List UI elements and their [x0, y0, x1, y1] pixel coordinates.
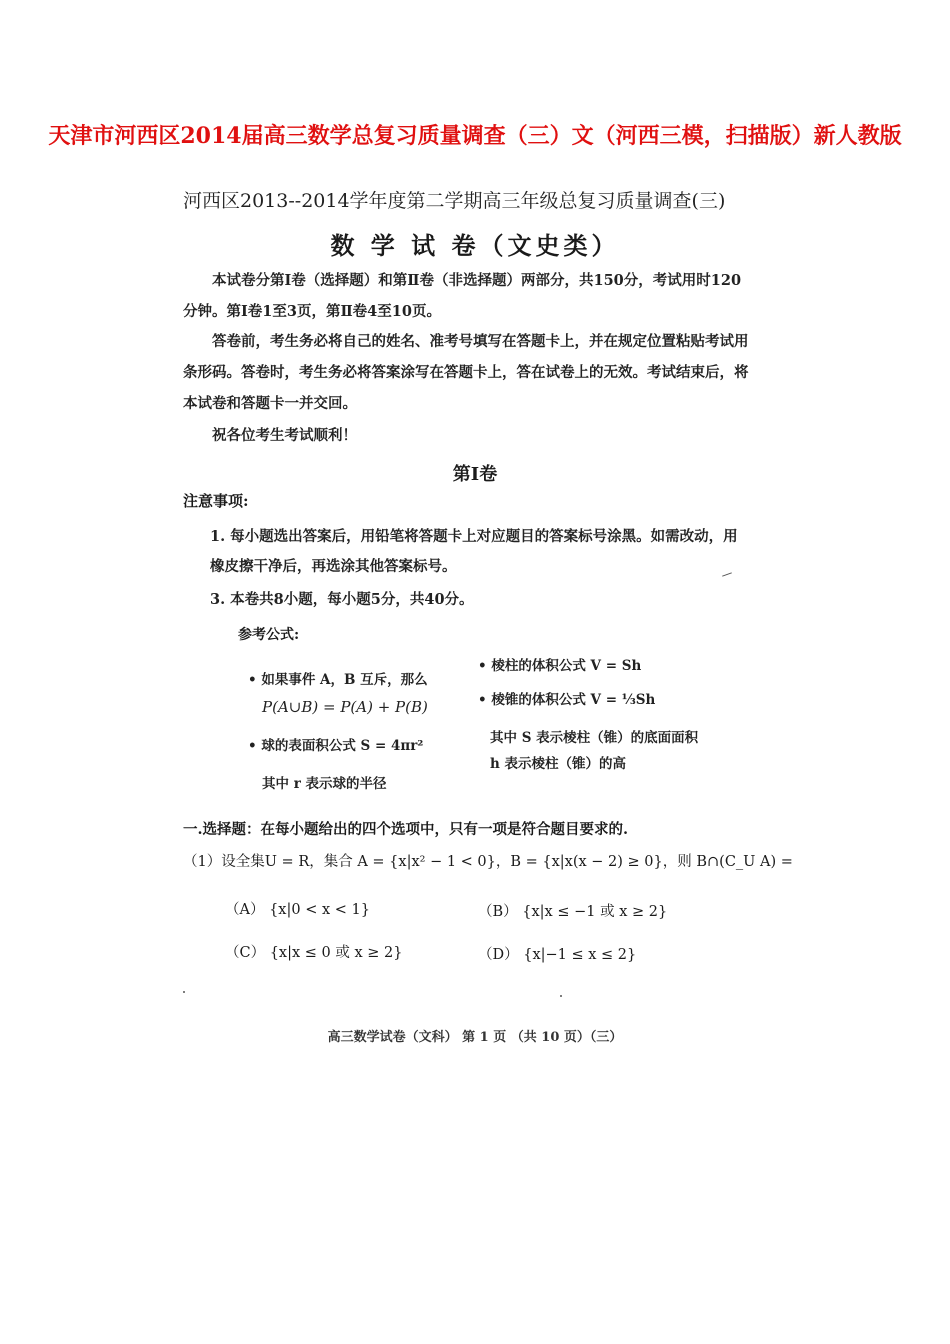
- document-title: 天津市河西区2014届高三数学总复习质量调查（三）文（河西三模，扫描版）新人教版: [48, 123, 902, 149]
- question-1-stem: （1）设全集U = R，集合 A = {x|x² − 1 < 0}，B = {x|x(x − 2) ≥ 0}，则 B∩(C_U A) =: [183, 854, 793, 870]
- intro-paragraph-1: 本试卷分第Ⅰ卷（选择题）和第Ⅱ卷（非选择题）两部分，共150分，考试用时120分钟。第Ⅰ卷1至3页，第Ⅱ卷4至10页。: [183, 272, 742, 320]
- scan-speck: [560, 995, 562, 997]
- notice-item-1: 1. 每小题选出答案后，用铅笔将答题卡上对应题目的答案标号涂黑。如需改动，用橡皮擦干净后，再选涂其他答案标号。: [210, 528, 738, 575]
- page-footer: 高三数学试卷（文科） 第 1 页 （共 10 页）（三）: [327, 1030, 623, 1045]
- exam-header: 河西区2013--2014学年度第二学期高三年级总复习质量调查(三): [183, 190, 726, 212]
- question-1-option-c: （C） {x|x ≤ 0 或 x ≥ 2}: [225, 945, 403, 961]
- intro-paragraph-2: 答卷前，考生务必将自己的姓名、准考号填写在答题卡上，并在规定位置粘贴考试用条形码。答卷时，考生务必将答案涂写在答题卡上，答在试卷上的无效。考试结束后，将本试卷和答题卡一并交回。: [183, 333, 749, 412]
- scan-speck: [183, 991, 185, 993]
- formula-pyramid-volume: • 棱锥的体积公式 V = ⅓Sh: [478, 692, 656, 708]
- part-title: 第Ⅰ卷: [452, 464, 498, 485]
- intro-paragraph-3: 祝各位考生考试顺利！: [212, 427, 357, 444]
- reference-formulas-heading: 参考公式:: [238, 627, 300, 643]
- question-1-option-d: （D） {x|−1 ≤ x ≤ 2}: [478, 947, 637, 963]
- formula-mutually-exclusive: • 如果事件 A，B 互斥，那么: [248, 672, 428, 688]
- notice-heading: 注意事项:: [183, 492, 249, 510]
- notice-item-3: 3. 本卷共8小题，每小题5分，共40分。: [210, 591, 474, 608]
- formula-sphere-surface: • 球的表面积公式 S = 4πr²: [248, 738, 424, 754]
- exam-subtitle: 数 学 试 卷（文史类）: [330, 231, 620, 260]
- formula-sphere-radius-note: 其中 r 表示球的半径: [262, 776, 387, 792]
- question-1-option-a: （A） {x|0 < x < 1}: [225, 902, 370, 918]
- formula-prism-volume: • 棱柱的体积公式 V = Sh: [478, 658, 642, 674]
- section-heading: 一.选择题：在每小题给出的四个选项中，只有一项是符合题目要求的.: [183, 821, 629, 838]
- formula-height-note: h 表示棱柱（锥）的高: [490, 756, 627, 772]
- formula-base-area-note: 其中 S 表示棱柱（锥）的底面面积: [490, 730, 699, 746]
- formula-probability-union: P(A∪B) = P(A) + P(B): [262, 698, 428, 716]
- question-1-option-b: （B） {x|x ≤ −1 或 x ≥ 2}: [478, 904, 668, 920]
